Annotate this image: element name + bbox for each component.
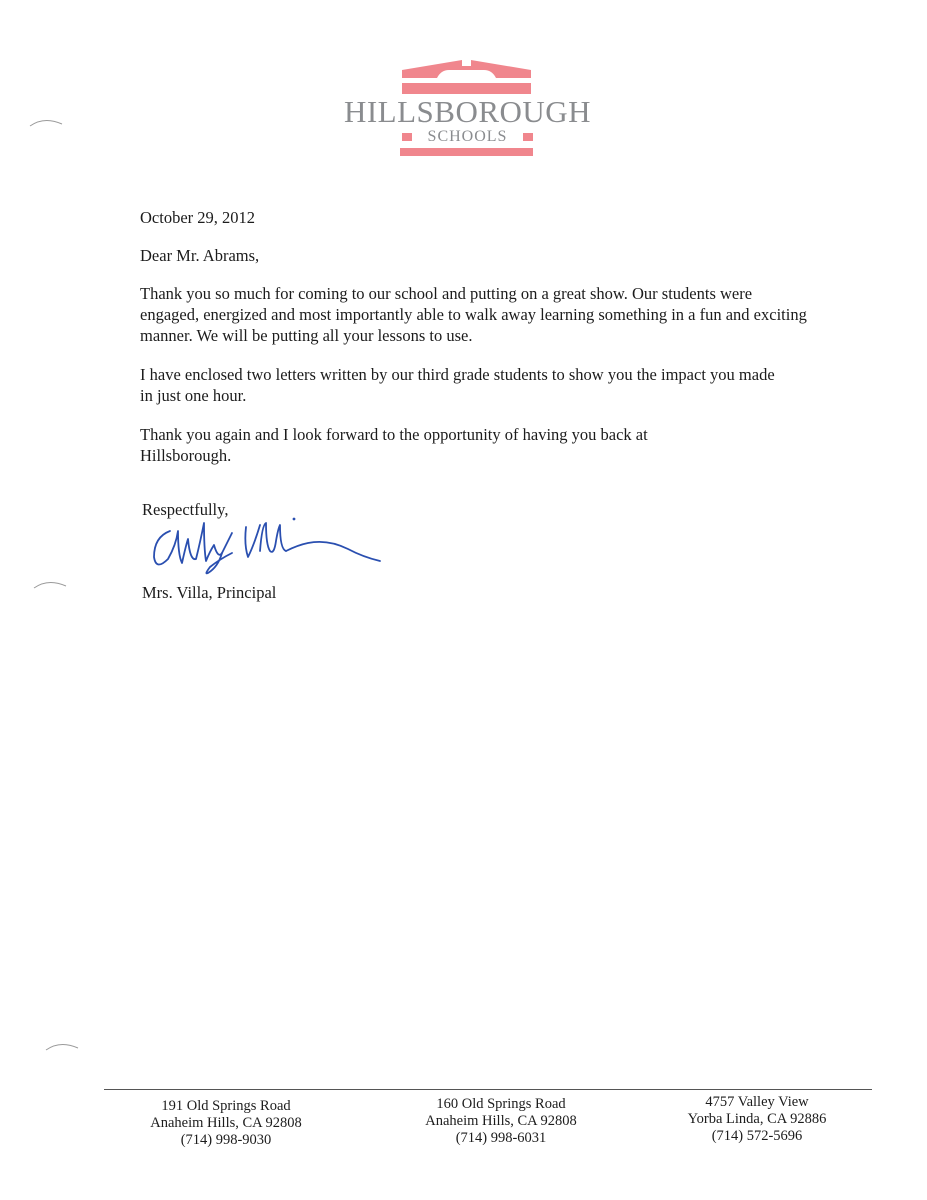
footer-address-line2: Anaheim Hills, CA 92808: [150, 1115, 302, 1131]
footer-address-line2: Yorba Linda, CA 92886: [687, 1111, 827, 1127]
hole-punch-mark-middle: [32, 576, 68, 592]
logo-square-left: [402, 133, 412, 141]
footer-address-line1: 160 Old Springs Road: [436, 1096, 566, 1112]
hillsborough-schools-logo: [330, 58, 605, 158]
footer-phone: (714) 998-9030: [180, 1132, 272, 1148]
logo-subtitle: SCHOOLS: [427, 128, 508, 145]
letter-paragraph-3: Thank you again and I look forward to the opportunity of having you back at Hillsborough.: [140, 425, 648, 465]
footer-divider: [104, 1089, 872, 1090]
principal-signature: [148, 515, 388, 579]
footer-location-3: [647, 1094, 867, 1145]
letter-salutation: Dear Mr. Abrams,: [140, 246, 260, 265]
letter-paragraph-1: Thank you so much for coming to our school and putting on a great show. Our students were engaged, energized and most importantly able to walk away learning something in a fun and exciting manner. We will be putting all your lessons to use.: [140, 284, 807, 345]
footer-location-1: [116, 1098, 336, 1149]
letter-body: [140, 207, 820, 484]
logo-wordmark: HILLSBOROUGH: [343, 94, 592, 129]
letter-paragraph-2: I have enclosed two letters written by our third grade students to show you the impact you made in just one hour.: [140, 365, 775, 405]
footer-address-line2: Anaheim Hills, CA 92808: [425, 1113, 577, 1129]
schoolhouse-roof-icon: [400, 58, 533, 96]
footer-phone: (714) 998-6031: [455, 1130, 547, 1146]
letter-closing: Respectfully,: [142, 500, 229, 519]
footer-location-2: [391, 1096, 611, 1147]
logo-underline-bar: [400, 148, 533, 156]
logo-square-right: [523, 133, 533, 141]
footer-phone: (714) 572-5696: [711, 1128, 803, 1144]
signer-name: Mrs. Villa, Principal: [142, 583, 277, 602]
footer-address-line1: 191 Old Springs Road: [161, 1098, 291, 1114]
hole-punch-mark-top: [28, 114, 64, 130]
logo-subtitle-row: [400, 128, 533, 148]
footer-address-line1: 4757 Valley View: [705, 1094, 809, 1110]
hole-punch-mark-bottom: [44, 1038, 80, 1054]
letter-date: October 29, 2012: [140, 208, 256, 227]
